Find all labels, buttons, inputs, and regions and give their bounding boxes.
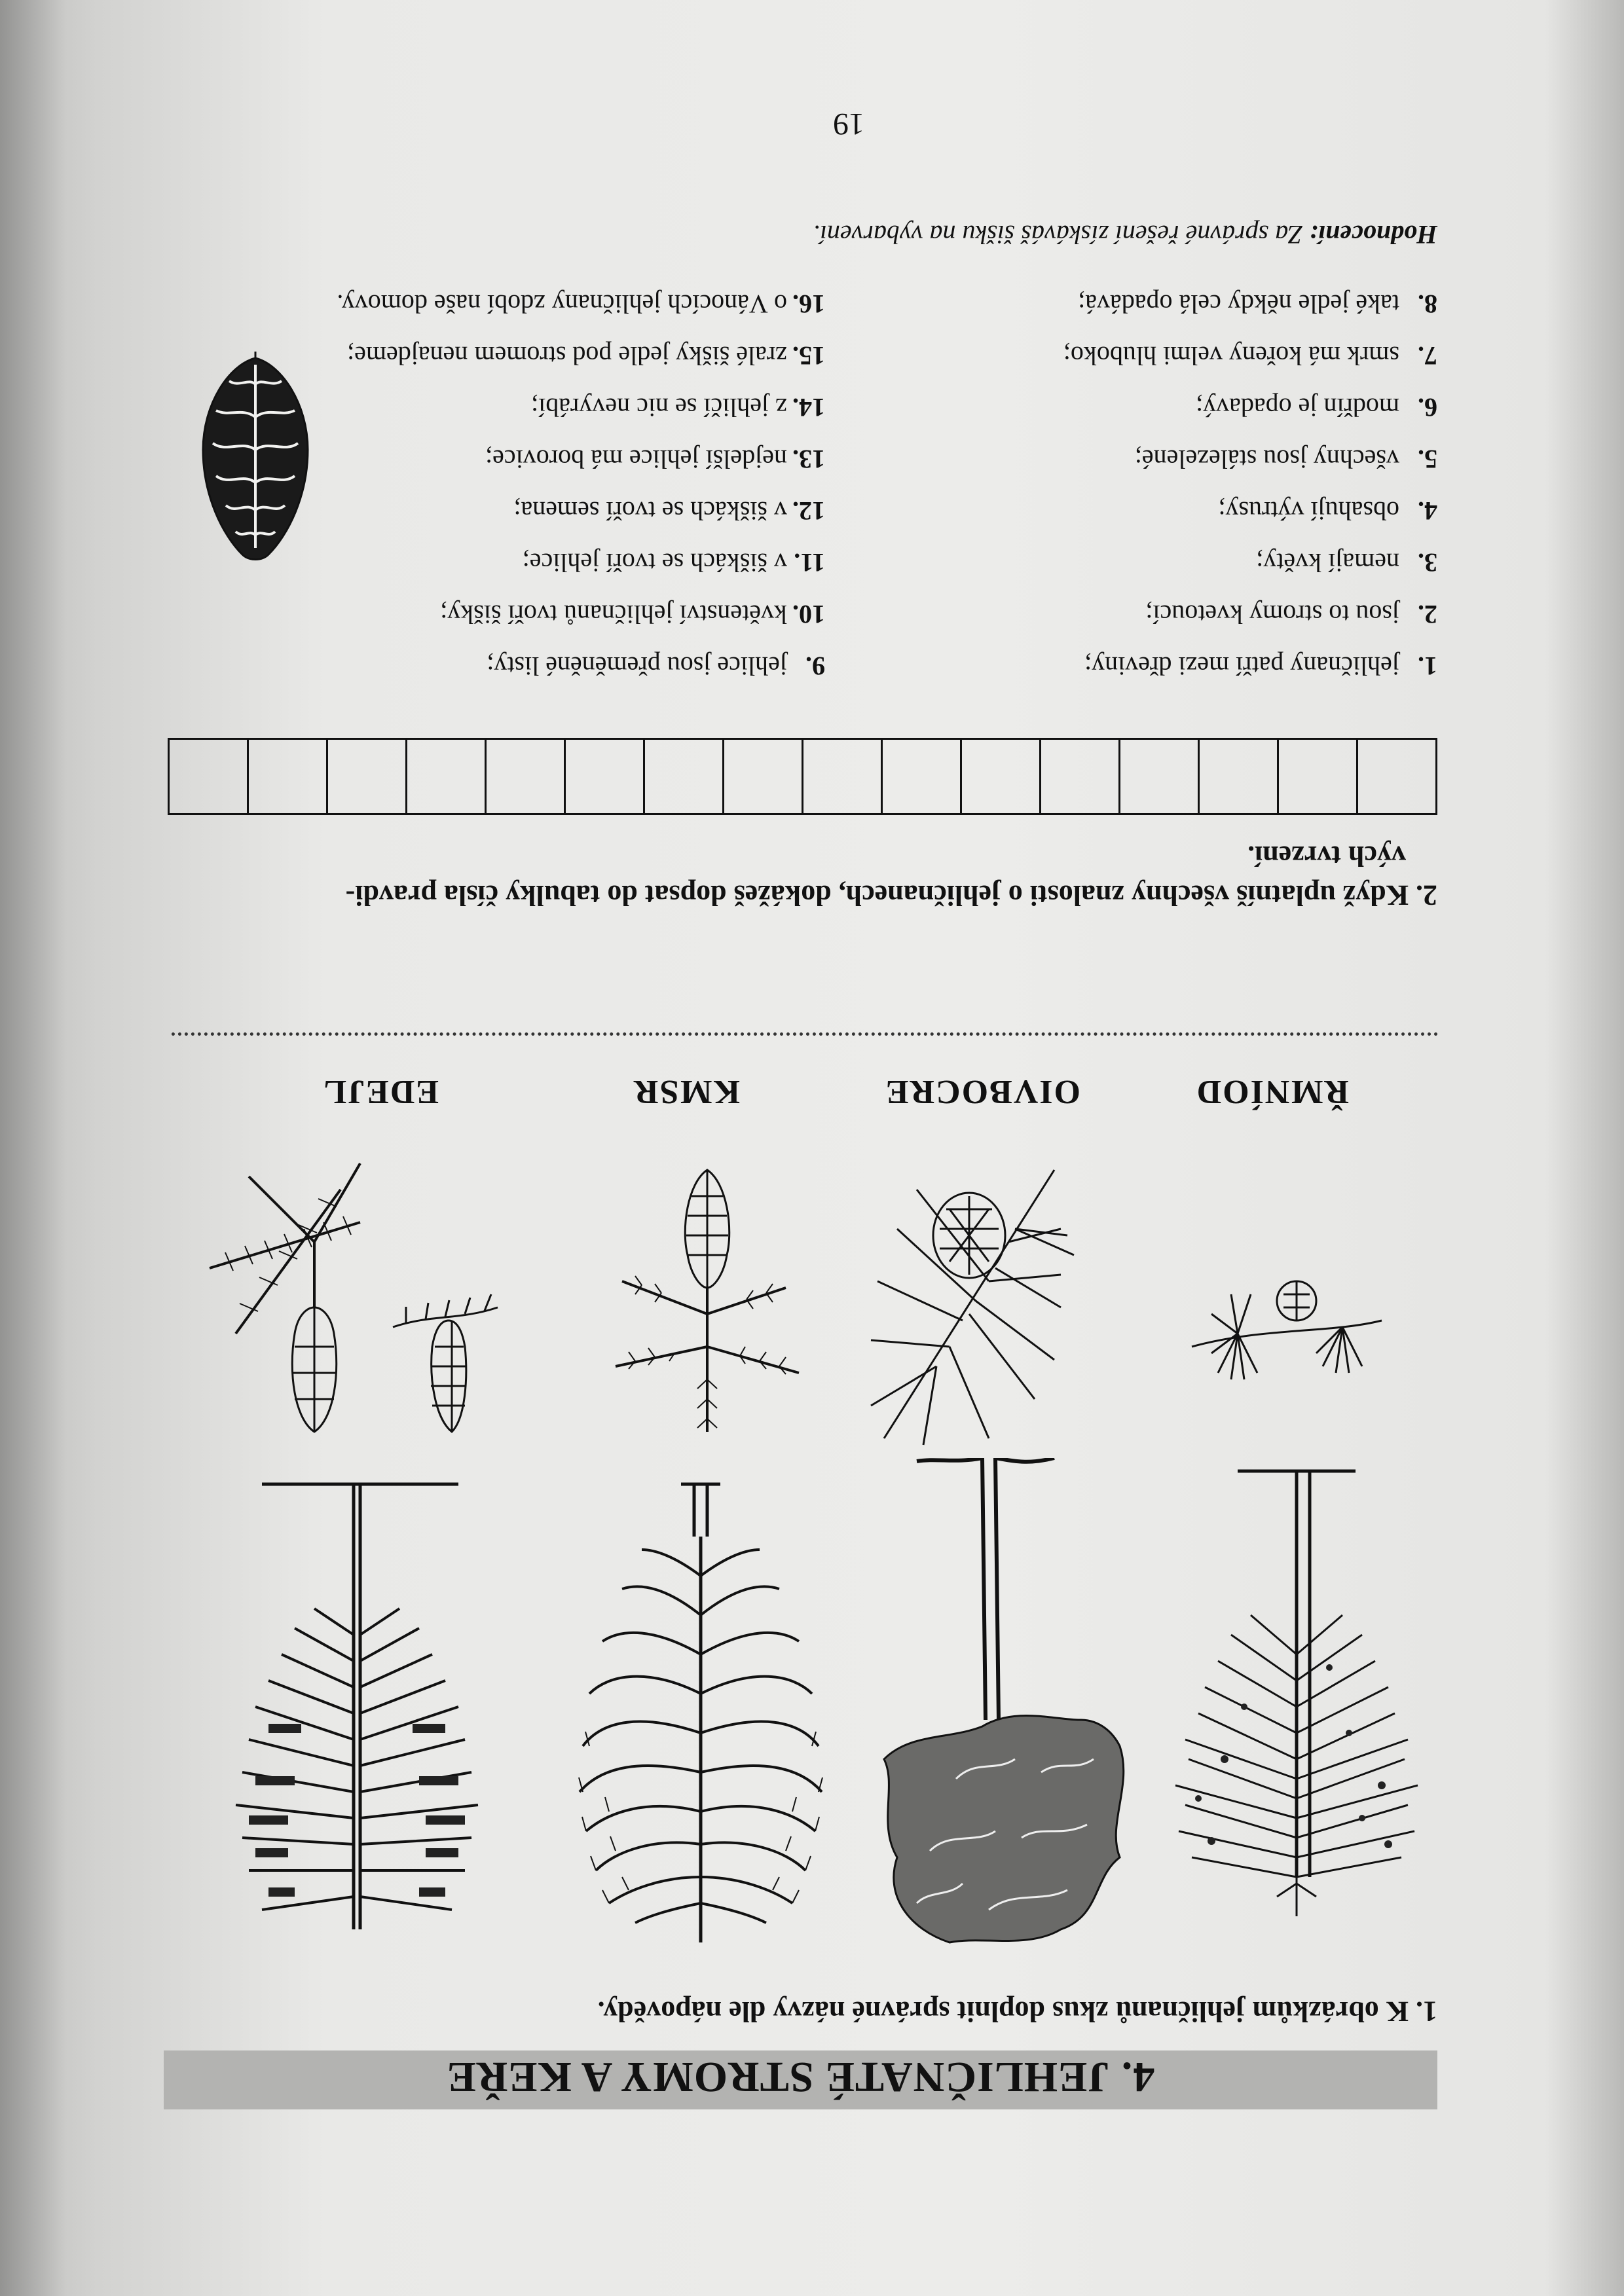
statement-10: 10.květenství jehličnanů tvoří šišky; [440,600,825,629]
larch-tree-icon [1166,1458,1428,1956]
statement-13: 13.nejdelší jehlice má borovice; [485,445,825,474]
heading-banner [164,2050,1437,2109]
answer-cell[interactable] [407,739,486,814]
page-heading: 4. JEHLIČNATÉ STROMY A KEŘE [446,2053,1155,2101]
spruce-twig-icon [602,1157,812,1445]
statement-6: 6.modřín je opadavý; [1195,393,1437,422]
pine-cone-icon [190,352,321,574]
task1-title: 1. K obrázkům jehličnanů zkus doplnit správné názvy dle nápovědy. [597,1995,1437,2028]
statement-7: 7.smrk má kořeny velmi hluboko; [1063,341,1437,371]
pine-twig-icon [858,1157,1080,1451]
pine-tree-icon [864,1458,1146,1956]
answer-cell[interactable] [644,739,724,814]
statement-4: 4.obsahují výtrusy; [1218,496,1437,526]
rating-text: Za správné řešení získáváš šišku na vybarvení. [813,220,1303,249]
statement-8: 8.také jedle někdy celá opadává; [1078,289,1437,319]
scrambled-name-1: ŘMNÍOD [1195,1073,1349,1110]
answer-cell[interactable] [1041,739,1120,814]
answer-cell[interactable] [882,739,961,814]
task2-title [346,836,1437,915]
answer-dotted-line[interactable] [170,1032,1437,1036]
statement-11: 11.v šiškách se tvoří jehlice; [522,548,825,577]
scrambled-name-2: OIVBOCRE [884,1073,1080,1110]
page-number: 19 [833,107,864,141]
fir-tree-icon [229,1458,491,1956]
answer-cell[interactable] [327,739,407,814]
statement-12: 12.v šiškách se tvoří semena; [513,496,825,526]
twig-illustrations [0,1144,1624,1451]
statement-15: 15.zralé šišky jedle pod stromem nenajdeme; [346,341,825,371]
answer-cell[interactable] [486,739,565,814]
scrambled-name-4: EDEJL [322,1073,439,1110]
rating-note [813,219,1437,250]
statement-1: 1.jehličnany patří mezi dřeviny; [1084,651,1437,681]
answer-cell[interactable] [1120,739,1199,814]
statement-14: 14.z jehličí se nic nevyrábí; [531,393,825,422]
statement-2: 2.jsou to stromy kvetoucí; [1145,600,1437,629]
answer-cell[interactable] [248,739,327,814]
fir-twig-icon [196,1157,511,1438]
answer-cell[interactable] [1357,739,1437,814]
statement-16: 16.o Vánocích jehličnany zdobí naše domovy. [337,289,825,319]
spruce-tree-icon [570,1458,832,1956]
statement-9: 9.jehlice jsou přeměněné listy; [487,651,825,681]
larch-twig-icon [1179,1268,1395,1399]
answer-cell[interactable] [961,739,1041,814]
answer-table [168,738,1437,815]
statement-5: 5.všechny jsou stálezelené; [1134,445,1437,474]
answer-cell[interactable] [803,739,882,814]
statement-3: 3.nemají květy; [1256,548,1437,577]
answer-cell[interactable] [565,739,644,814]
answer-cell[interactable] [1278,739,1357,814]
answer-cell[interactable] [169,739,248,814]
task2-title-line1: 2. Když uplatníš všechny znalosti o jehličnanech, dokážeš dopsat do tabulky čísla pravdi- [345,879,1437,911]
answer-cell[interactable] [1199,739,1278,814]
scrambled-name-3: KMSR [633,1073,740,1110]
answer-cell[interactable] [724,739,803,814]
tree-illustrations [0,1458,1624,1956]
rating-label: Hodnocení: [1309,220,1437,249]
task2-title-line2: vých tvrzení. [1247,840,1406,872]
